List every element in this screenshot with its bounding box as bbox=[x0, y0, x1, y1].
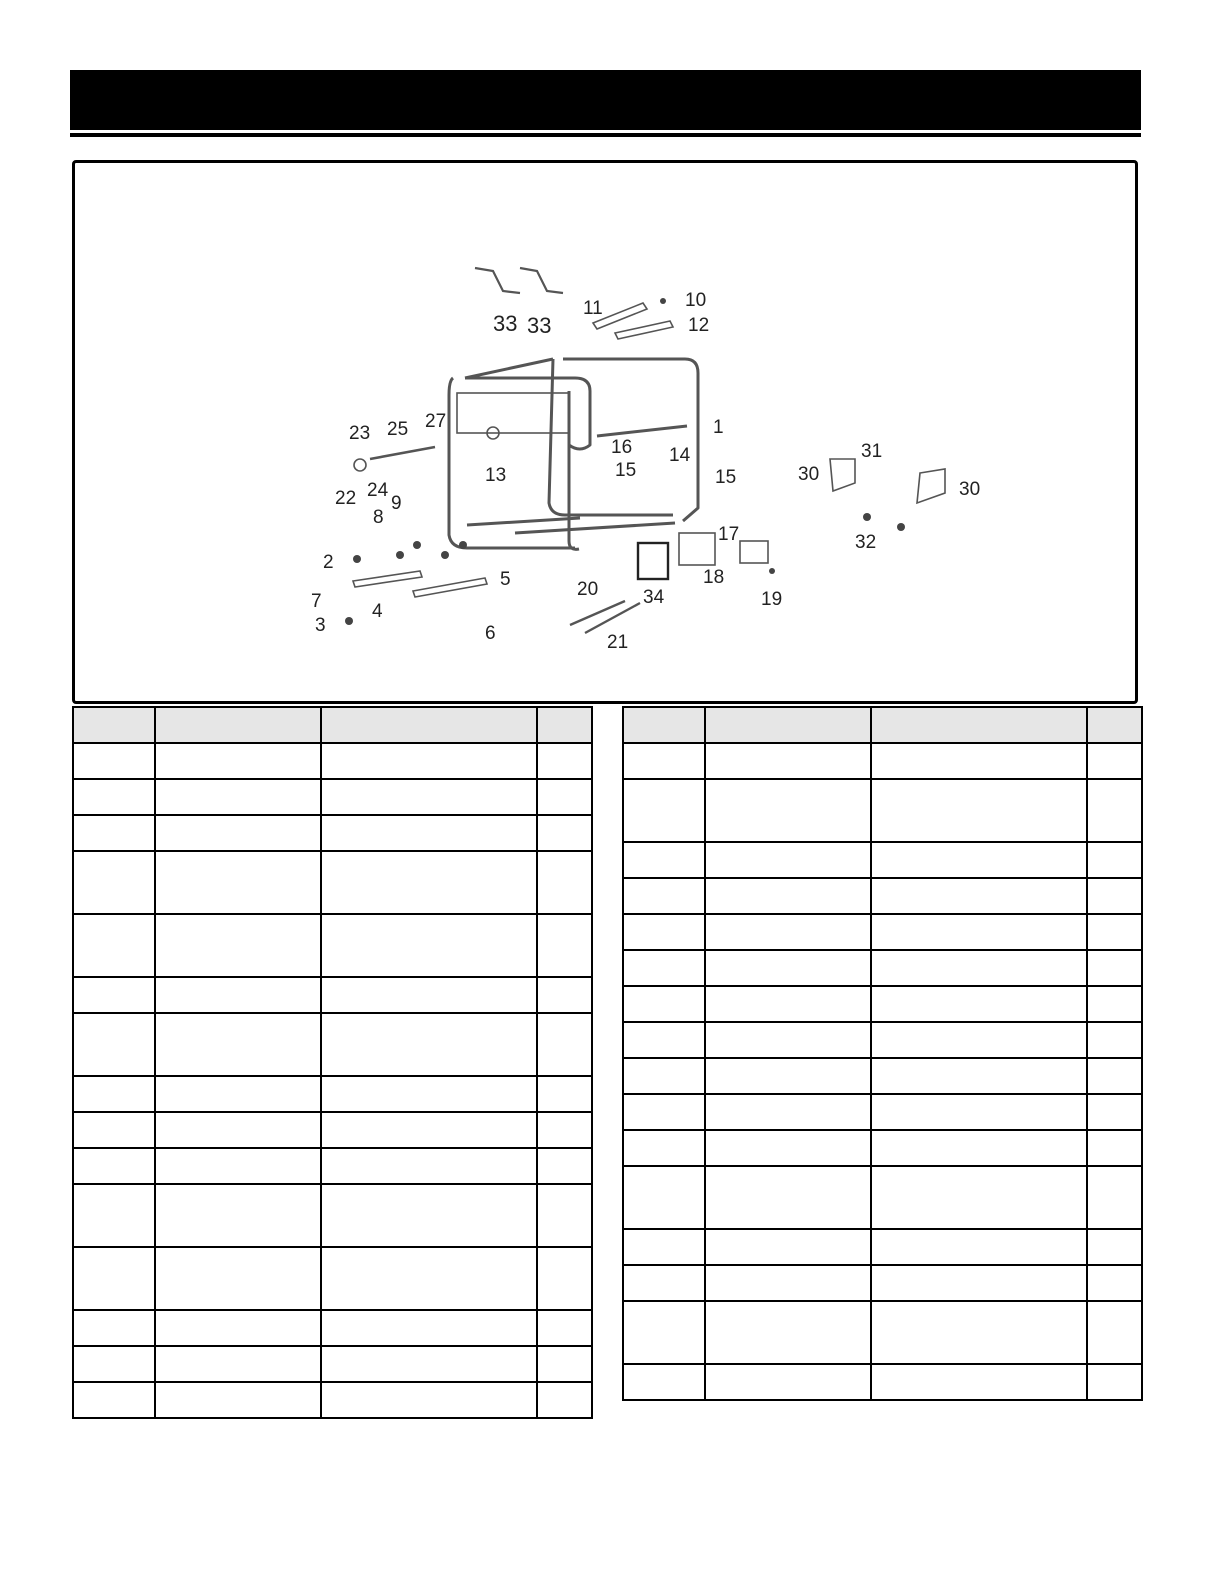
callout-label: 12 bbox=[688, 315, 710, 336]
frame-right-leg bbox=[569, 443, 579, 549]
mount-rail-5 bbox=[413, 578, 487, 597]
column-header bbox=[537, 707, 592, 743]
nut-d bbox=[459, 541, 467, 549]
table-header-row bbox=[73, 707, 592, 743]
table-row bbox=[73, 851, 592, 914]
column-header bbox=[871, 707, 1087, 743]
callout-label: 2 bbox=[323, 552, 334, 573]
column-header bbox=[321, 707, 537, 743]
table-row bbox=[623, 1229, 1142, 1265]
callout-label: 7 bbox=[311, 591, 322, 612]
table-row bbox=[623, 1130, 1142, 1166]
callout-label: 9 bbox=[391, 493, 402, 514]
rod-25 bbox=[370, 447, 435, 459]
battery bbox=[679, 533, 715, 565]
table-row bbox=[623, 1364, 1142, 1400]
frame-bottom-rail-1 bbox=[467, 518, 580, 525]
screw-19 bbox=[769, 568, 775, 574]
bracket-30-left bbox=[830, 459, 855, 491]
table-row bbox=[623, 914, 1142, 950]
table-row bbox=[623, 1265, 1142, 1301]
header-rule bbox=[70, 133, 1141, 137]
callout-label: 3 bbox=[315, 615, 326, 636]
callout-label: 30 bbox=[798, 464, 820, 485]
nut-32a bbox=[863, 513, 871, 521]
battery-cover bbox=[740, 541, 768, 563]
table-header-row bbox=[623, 707, 1142, 743]
exploded-view-frame bbox=[72, 160, 1138, 704]
callout-label: 20 bbox=[577, 579, 599, 600]
table-row bbox=[623, 743, 1142, 779]
callout-label: 10 bbox=[685, 290, 707, 311]
callout-label: 15 bbox=[615, 460, 637, 481]
frame-front-hoop bbox=[465, 378, 590, 449]
callout-label: 17 bbox=[718, 524, 740, 545]
parts-table-left bbox=[72, 706, 593, 1419]
nut-2 bbox=[353, 555, 361, 563]
callout-label: 21 bbox=[607, 632, 629, 653]
table-row bbox=[73, 1112, 592, 1148]
callout-label: 15 bbox=[715, 467, 737, 488]
handle-right bbox=[520, 268, 563, 293]
bracket-12 bbox=[615, 321, 673, 339]
column-header bbox=[73, 707, 155, 743]
bracket-30-right bbox=[917, 469, 945, 503]
table-row bbox=[73, 1148, 592, 1184]
callout-label: 24 bbox=[367, 480, 389, 501]
callout-label: 8 bbox=[373, 507, 384, 528]
callout-label: 32 bbox=[855, 532, 877, 553]
callout-label: 5 bbox=[500, 569, 511, 590]
frame-top-rail bbox=[465, 359, 553, 378]
table-row bbox=[623, 950, 1142, 986]
insulator-sheet bbox=[638, 543, 668, 579]
table-row bbox=[623, 779, 1142, 842]
callout-label: 4 bbox=[372, 601, 383, 622]
callout-label: 14 bbox=[669, 445, 691, 466]
callout-label: 23 bbox=[349, 423, 371, 444]
table-row bbox=[73, 779, 592, 815]
callout-label: 33 bbox=[527, 313, 552, 338]
callout-label: 18 bbox=[703, 567, 725, 588]
callout-label: 30 bbox=[959, 479, 981, 500]
cable-20 bbox=[570, 601, 625, 625]
callout-label: 33 bbox=[493, 311, 518, 336]
table-row bbox=[73, 977, 592, 1013]
callout-label: 11 bbox=[583, 298, 603, 319]
callout-label: 34 bbox=[643, 587, 665, 608]
table-row bbox=[623, 842, 1142, 878]
table-row bbox=[73, 1346, 592, 1382]
callout-label: 1 bbox=[713, 417, 724, 438]
table-row bbox=[73, 815, 592, 851]
bolt-3 bbox=[345, 617, 353, 625]
table-row bbox=[623, 1058, 1142, 1094]
nut-c bbox=[441, 551, 449, 559]
table-row bbox=[623, 1166, 1142, 1229]
frame-exploded-diagram bbox=[75, 163, 1135, 701]
page-header-bar bbox=[70, 70, 1141, 130]
table-row bbox=[73, 1076, 592, 1112]
table-row bbox=[623, 1301, 1142, 1364]
callout-label: 27 bbox=[425, 411, 447, 432]
table-row bbox=[623, 878, 1142, 914]
table-row bbox=[73, 1310, 592, 1346]
table-row bbox=[73, 914, 592, 977]
callout-label: 31 bbox=[861, 441, 883, 462]
callout-label: 25 bbox=[387, 419, 409, 440]
grommet-23 bbox=[354, 459, 366, 471]
column-header bbox=[623, 707, 705, 743]
table-row bbox=[73, 743, 592, 779]
frame-cross-rail bbox=[597, 426, 687, 436]
table-row bbox=[623, 1022, 1142, 1058]
screw-10 bbox=[660, 298, 666, 304]
nut-b bbox=[413, 541, 421, 549]
column-header bbox=[705, 707, 871, 743]
nut-a bbox=[396, 551, 404, 559]
callout-label: 13 bbox=[485, 465, 507, 486]
diagram-callouts bbox=[311, 290, 980, 653]
mount-rail-4 bbox=[353, 571, 422, 587]
table-row bbox=[73, 1382, 592, 1418]
parts-table-right bbox=[622, 706, 1143, 1401]
nut-32b bbox=[897, 523, 905, 531]
table-row bbox=[623, 1094, 1142, 1130]
column-header bbox=[1087, 707, 1142, 743]
callout-label: 16 bbox=[611, 437, 633, 458]
callout-label: 22 bbox=[335, 488, 357, 509]
column-header bbox=[155, 707, 321, 743]
table-row bbox=[73, 1184, 592, 1247]
table-row bbox=[73, 1013, 592, 1076]
table-row bbox=[73, 1247, 592, 1310]
handle-left bbox=[475, 268, 520, 293]
frame-bottom-rail-2 bbox=[515, 523, 675, 533]
callout-label: 19 bbox=[761, 589, 783, 610]
callout-label: 6 bbox=[485, 623, 496, 644]
table-row bbox=[623, 986, 1142, 1022]
